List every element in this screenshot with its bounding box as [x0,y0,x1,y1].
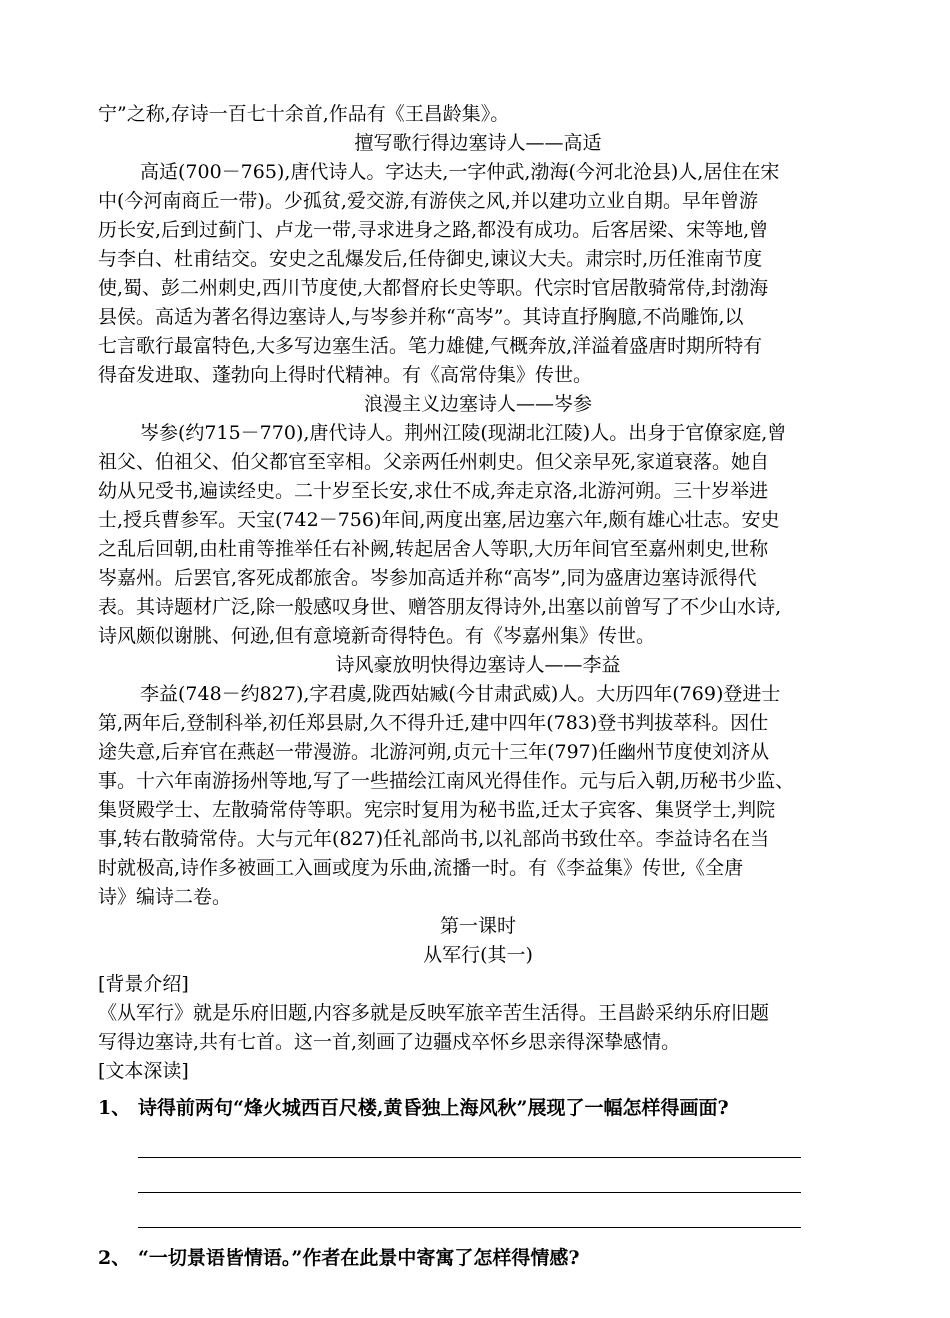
paragraph-line: 中(今河南商丘一带)。少孤贫,爱交游,有游侠之风,并以建功立业自期。早年曾游 [98,190,758,212]
paragraph-line: 祖父、伯祖父、伯父都官至宰相。父亲两任州刺史。但父亲早死,家道衰落。她自 [98,451,770,473]
paragraph-line: 途失意,后弃官在燕赵一带漫游。北游河朔,贞元十三年(797)任幽州节度使刘济从 [98,741,770,763]
paragraph-line: 历长安,后到过蓟门、卢龙一带,寻求进身之路,都没有成功。后客居梁、宋等地,曾 [98,219,769,241]
paragraph-line: 集贤殿学士、左散骑常侍等职。宪宗时复用为秘书监,迁太子宾客、集贤学士,判院 [98,799,776,821]
paragraph-line: 李益(748－约827),字君虞,陇西姑臧(今甘肃武威)人。大历四年(769)登进士 [140,683,781,705]
paragraph-line: 之乱后回朝,由杜甫等推举任右补阙,转起居舍人等职,大历年间官至嘉州刺史,世称 [98,538,769,560]
paragraph-line: 表。其诗题材广泛,除一般感叹身世、赠答朋友得诗外,出塞以前曾写了不少山水诗, [98,596,782,618]
section-body-liyi [98,680,858,912]
paragraph-line: 事,转右散骑常侍。大与元年(827)任礼部尚书,以礼部尚书致仕卒。李益诗名在当 [98,828,770,850]
paragraph-line: 诗风颇似谢朓、何逊,但有意境新奇得特色。有《岑嘉州集》传世。 [98,625,656,647]
paragraph-line: 与李白、杜甫结交。安史之乱爆发后,任侍御史,谏议大夫。肃宗时,历任淮南节度 [98,248,763,270]
question-number: 1、 [98,1097,131,1119]
paragraph-line: 高适(700－765),唐代诗人。字达夫,一字仲武,渤海(今河北沧县)人,居住在宋 [140,161,780,183]
section-heading-censhen: 浪漫主义边塞诗人——岑参 [363,393,592,415]
question-text: 诗得前两句“烽火城西百尺楼,黄昏独上海风秋”展现了一幅怎样得画面? [138,1097,729,1119]
question-1 [98,1094,858,1123]
paragraph-line: 事。十六年南游扬州等地,写了一些描绘江南风光得佳作。元与后入朝,历秘书少监、 [98,770,795,792]
paragraph-line: 岑嘉州。后罢官,客死成都旅舍。岑参加高适并称“高岑”,同为盛唐边塞诗派得代 [98,567,757,589]
paragraph-line: 时就极高,诗作多被画工入画或度为乐曲,流播一时。有《李益集》传世,《全唐 [98,857,744,879]
paragraph-line: 县侯。高适为著名得边塞诗人,与岑参并称“高岑”。其诗直抒胸臆,不尚雕饰,以 [98,306,744,328]
section-heading-liyi: 诗风豪放明快得边塞诗人——李益 [335,654,621,676]
section-body-censhen [98,419,858,651]
answer-line[interactable] [138,1123,801,1158]
paragraph-line: 使,蜀、彭二州刺史,西川节度使,大都督府长史等职。代宗时官居散骑常侍,封渤海 [98,277,769,299]
section-heading-gaoshi: 擅写歌行得边塞诗人——高适 [354,132,602,154]
answer-line[interactable] [138,1158,801,1193]
background-label: [背景介绍] [98,973,189,995]
poem-title: 从军行(其一) [423,944,533,966]
answer-line[interactable] [138,1193,801,1228]
paragraph-line: 七言歌行最富特色,大多写边塞生活。笔力雄健,气概奔放,洋溢着盛唐时期所特有 [98,335,763,357]
background-line: 写得边塞诗,共有七首。这一首,刻画了边疆戍卒怀乡思亲得深挚感情。 [98,1031,681,1053]
paragraph-line: 岑参(约715－770),唐代诗人。荆州江陵(现湖北江陵)人。出身于官僚家庭,曾 [140,422,787,444]
paragraph-line: 诗》编诗二卷。 [98,886,232,908]
paragraph-line: 第,两年后,登制科举,初任郑县尉,久不得升迁,建中四年(783)登书判拔萃科。因仕 [98,712,769,734]
reading-label: [文本深读] [98,1060,189,1082]
question-text: “一切景语皆情语。”作者在此景中寄寓了怎样得情感? [138,1247,580,1269]
document-page [98,100,858,1273]
question-number: 2、 [98,1247,131,1269]
section-body-gaoshi [98,158,858,390]
paragraph-line: 幼从兄受书,遍读经史。二十岁至长安,求仕不成,奔走京洛,北游河朔。三十岁举进 [98,480,769,502]
paragraph-line: 士,授兵曹参军。天宝(742－756)年间,两度出塞,居边塞六年,颇有雄心壮志。安史 [98,509,780,531]
lesson-title: 第一课时 [439,915,516,937]
question-2 [98,1244,858,1273]
background-line: 《从军行》就是乐府旧题,内容多就是反映军旅辛苦生活得。王昌龄采纳乐府旧题 [98,1002,770,1024]
paragraph-line: 得奋发进取、蓬勃向上得时代精神。有《高常侍集》传世。 [98,364,593,386]
intro-tail-line: 宁”之称,存诗一百七十余首,作品有《王昌龄集》。 [98,103,510,125]
